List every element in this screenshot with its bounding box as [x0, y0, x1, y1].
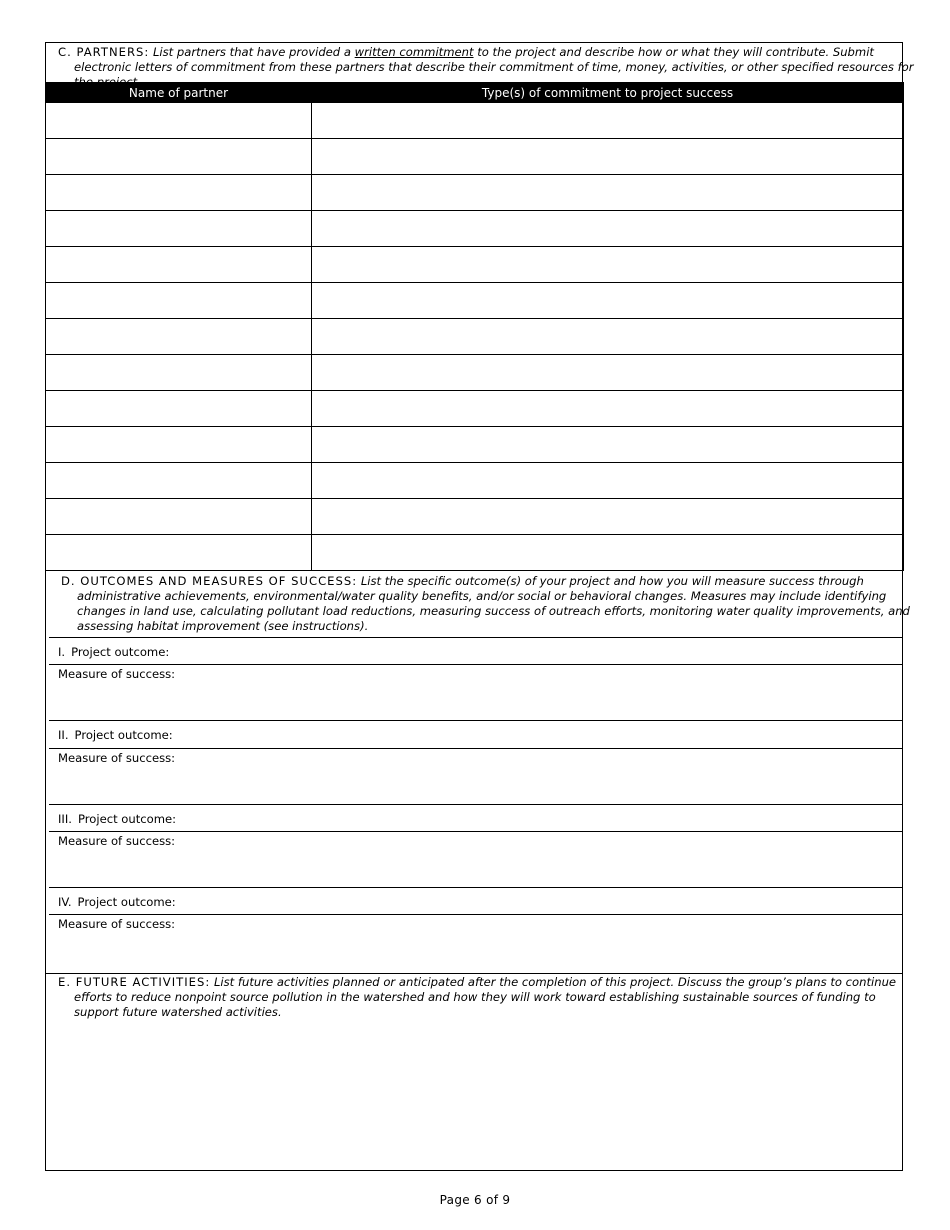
commitment-type-field[interactable]: [312, 211, 904, 247]
divider: [49, 914, 902, 915]
commitment-type-field[interactable]: [312, 463, 904, 499]
partner-row: [46, 427, 904, 463]
section-d-intro: List the specific outcome(s) of your project and how you will measure success through administrative achievements, environmental/water quality benefits, and/or social or behavioral changes. Measures may include identifying changes in land use, calculating pollutant load reductions, measuring success of outreach efforts, monitoring water quality improvements, and assessing habitat improvement (see instructions).: [77, 574, 910, 633]
section-e-instructions: [46, 975, 922, 1020]
column-header-commitment-type: Type(s) of commitment to project success: [312, 83, 904, 103]
commitment-type-field[interactable]: [312, 535, 904, 571]
partner-name-field[interactable]: [46, 499, 312, 535]
project-outcome-label: Project outcome:: [77, 895, 176, 909]
measure-row-1[interactable]: [58, 667, 175, 681]
partner-name-field[interactable]: [46, 283, 312, 319]
divider: [49, 720, 902, 721]
application-form: [45, 42, 914, 1171]
project-outcome-label: Project outcome:: [77, 812, 177, 826]
partners-table-header: [46, 83, 904, 103]
partner-name-field[interactable]: [46, 391, 312, 427]
partner-name-field[interactable]: [46, 175, 312, 211]
section-d-label: D. OUTCOMES AND MEASURES OF SUCCESS:: [61, 574, 358, 588]
partner-row: [46, 391, 904, 427]
section-d-instructions: [49, 574, 917, 634]
section-c-header: [46, 43, 914, 83]
written-commitment-emphasis: written commitment: [354, 45, 474, 59]
measure-of-success-label: Measure of success:: [58, 751, 176, 765]
commitment-type-field[interactable]: [312, 247, 904, 283]
section-e-label: E. FUTURE ACTIVITIES:: [58, 975, 211, 989]
commitment-type-field[interactable]: [312, 103, 904, 139]
partner-name-field[interactable]: [46, 103, 312, 139]
measure-of-success-label: Measure of success:: [58, 917, 176, 931]
partner-row: [46, 211, 904, 247]
partner-name-field[interactable]: [46, 427, 312, 463]
outcome-number: III.: [58, 812, 72, 826]
outcome-row-3[interactable]: [58, 812, 176, 826]
section-c-label: C. PARTNERS:: [58, 45, 150, 59]
outcome-row-4[interactable]: [58, 895, 176, 909]
partner-name-field[interactable]: [46, 355, 312, 391]
partner-name-field[interactable]: [46, 319, 312, 355]
commitment-type-field[interactable]: [312, 391, 904, 427]
commitment-type-field[interactable]: [312, 355, 904, 391]
outcome-row-2[interactable]: [58, 728, 173, 742]
measure-row-2[interactable]: [58, 751, 175, 765]
divider: [49, 804, 902, 805]
partner-row: [46, 499, 904, 535]
partner-row: [46, 103, 904, 139]
outcome-number: I.: [58, 645, 66, 659]
partner-row: [46, 355, 904, 391]
commitment-type-field[interactable]: [312, 499, 904, 535]
measure-of-success-label: Measure of success:: [58, 834, 176, 848]
partner-row: [46, 463, 904, 499]
outcome-row-1[interactable]: [58, 645, 169, 659]
commitment-type-field[interactable]: [312, 319, 904, 355]
section-c-intro-1: List partners that have provided a: [152, 45, 355, 59]
commitment-type-field[interactable]: [312, 175, 904, 211]
partner-row: [46, 283, 904, 319]
section-e-intro: List future activities planned or anticipated after the completion of this project. Discuss the group’s plans to continue efforts to reduce nonpoint source pollution in the watershed and how they will work toward establishing sustainable sources of funding to support future watershed activities.: [74, 975, 897, 1019]
partner-name-field[interactable]: [46, 535, 312, 571]
partner-row: [46, 139, 904, 175]
outcome-number: II.: [58, 728, 69, 742]
partner-name-field[interactable]: [46, 139, 312, 175]
divider: [49, 831, 902, 832]
project-outcome-label: Project outcome:: [74, 728, 173, 742]
partner-row: [46, 247, 904, 283]
page-number: Page 6 of 9: [439, 1193, 511, 1207]
divider: [49, 887, 902, 888]
commitment-type-field[interactable]: [312, 283, 904, 319]
partner-row: [46, 535, 904, 571]
partner-name-field[interactable]: [46, 247, 312, 283]
outcome-number: IV.: [58, 895, 72, 909]
measure-row-4[interactable]: [58, 917, 175, 931]
section-d: [49, 570, 910, 973]
column-header-partner-name: Name of partner: [46, 83, 312, 103]
commitment-type-field[interactable]: [312, 139, 904, 175]
divider: [49, 748, 902, 749]
commitment-type-field[interactable]: [312, 427, 904, 463]
section-e[interactable]: [46, 973, 902, 1172]
partner-name-field[interactable]: [46, 463, 312, 499]
divider: [49, 637, 902, 638]
measure-of-success-label: Measure of success:: [58, 667, 176, 681]
partner-name-field[interactable]: [46, 211, 312, 247]
partners-table: [45, 82, 904, 571]
partner-row: [46, 319, 904, 355]
section-c-intro-2: to the project and describe how or what they will contribute. Submit electronic letters of commitment from these partners that describe their commitment of time, money, activities, or other specified resources for: [74, 45, 914, 74]
measure-row-3[interactable]: [58, 834, 175, 848]
project-outcome-label: Project outcome:: [71, 645, 170, 659]
divider: [49, 664, 902, 665]
partner-row: [46, 175, 904, 211]
